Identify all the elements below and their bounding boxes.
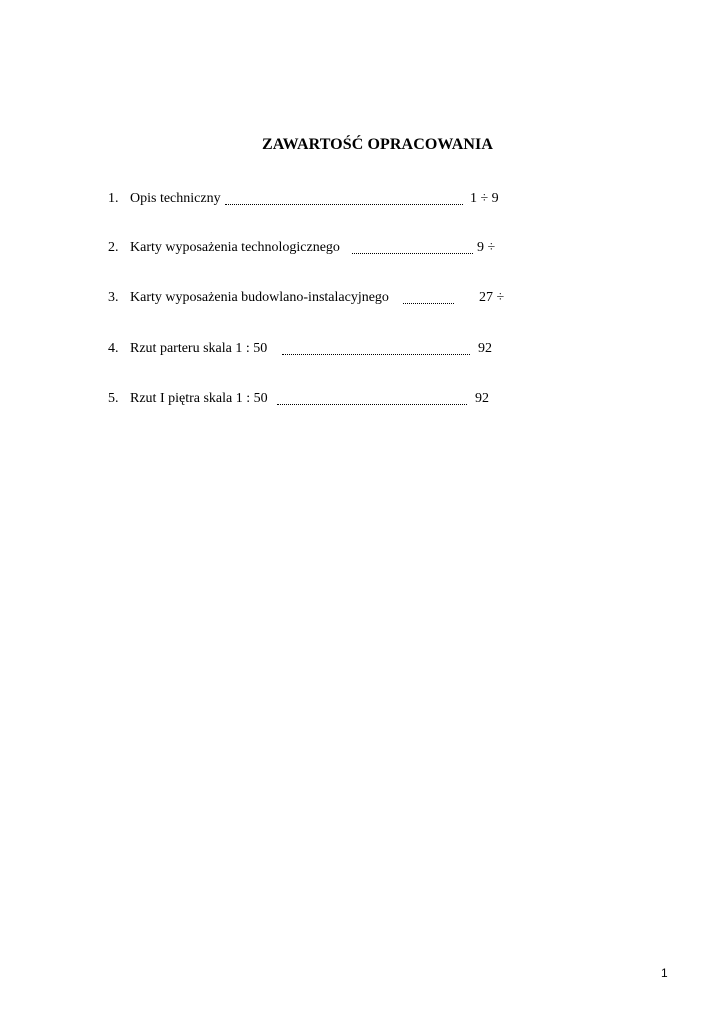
toc-entry-label: Rzut I piętra skala 1 : 50 xyxy=(130,391,268,406)
toc-entry-number: 3. xyxy=(108,290,119,305)
dot-leader xyxy=(225,204,463,205)
toc-entry-label: Opis techniczny xyxy=(130,191,221,206)
dot-leader xyxy=(352,253,473,254)
toc-entry-page: 9 ÷ xyxy=(477,240,496,255)
dot-leader xyxy=(277,404,467,405)
toc-entry-number: 5. xyxy=(108,391,119,406)
toc-entry-number: 1. xyxy=(108,191,119,206)
toc-entry-label: Karty wyposażenia budowlano-instalacyjnego xyxy=(130,290,389,305)
document-title: ZAWARTOŚĆ OPRACOWANIA xyxy=(261,136,494,153)
toc-entry-page: 92 xyxy=(475,391,489,406)
dot-leader xyxy=(403,303,454,304)
toc-entry-label: Rzut parteru skala 1 : 50 xyxy=(130,341,268,356)
toc-entry-number: 2. xyxy=(108,240,119,255)
page-number: 1 xyxy=(661,966,668,980)
toc-entry-page: 27 ÷ xyxy=(479,290,505,305)
toc-entry-label: Karty wyposażenia technologicznego xyxy=(130,240,340,255)
dot-leader xyxy=(282,354,470,355)
toc-entry-page: 92 xyxy=(478,341,492,356)
toc-entry-page: 1 ÷ 9 xyxy=(470,191,499,206)
toc-entry-number: 4. xyxy=(108,341,119,356)
